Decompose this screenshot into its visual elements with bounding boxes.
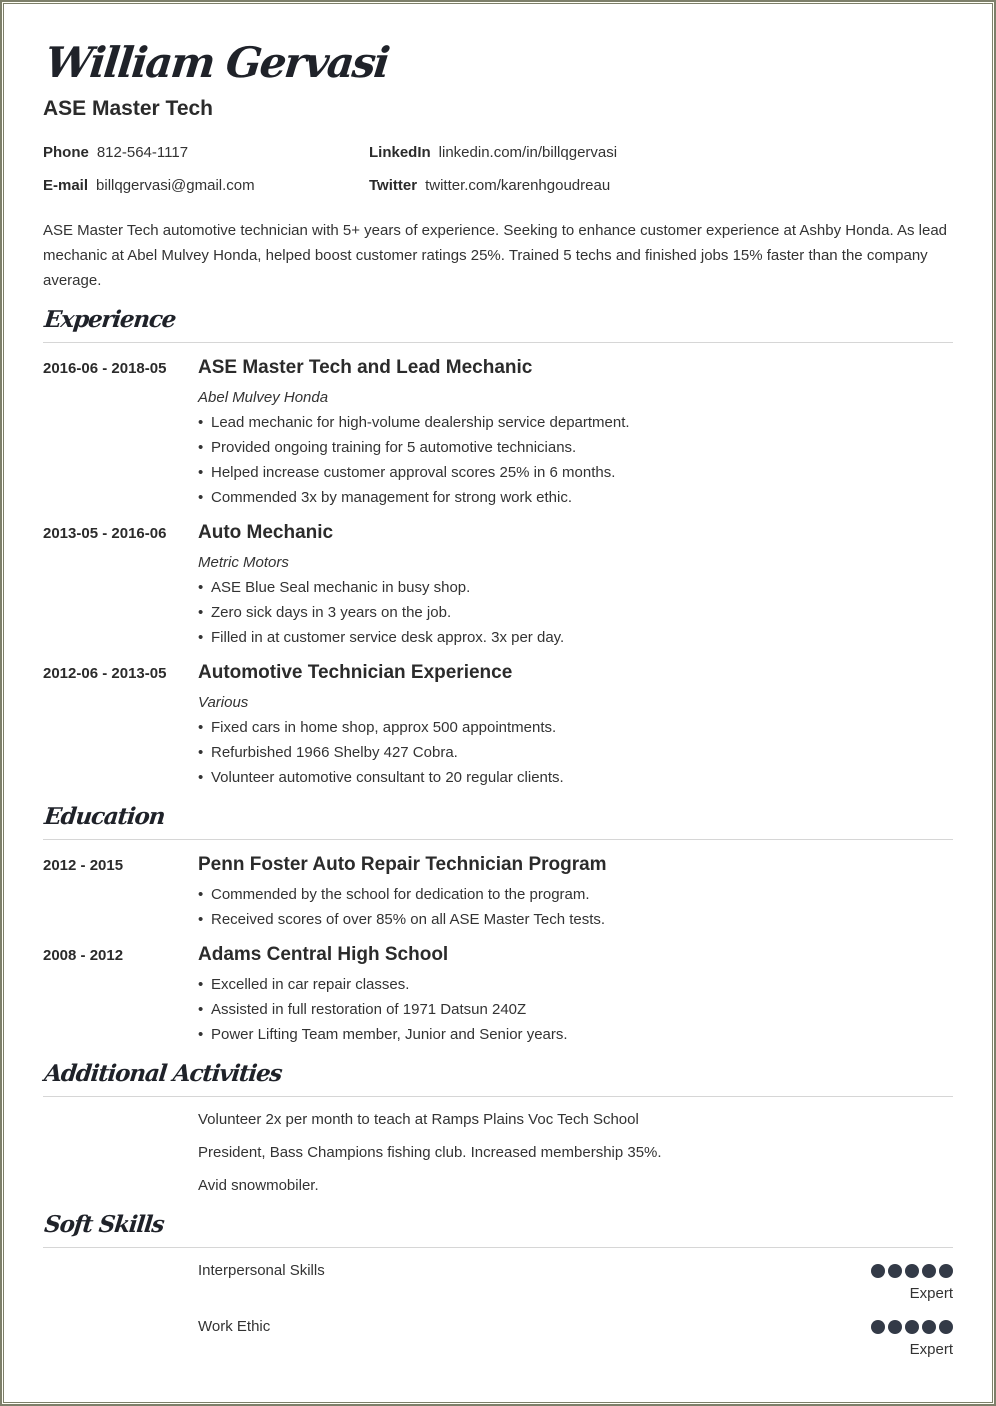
bullet-icon: • [198, 886, 204, 903]
job-3-org: Various [198, 694, 249, 711]
section-activities-heading [43, 1060, 953, 1097]
contact-email [43, 177, 255, 194]
rating-dot-icon [871, 1320, 885, 1334]
rating-dot-icon [922, 1264, 936, 1278]
section-education-heading [43, 803, 953, 840]
bullet-icon: • [198, 1026, 204, 1043]
edu-1-bullet: • Received scores of over 85% on all ASE Master Tech tests. [198, 911, 606, 928]
rating-dot-icon [922, 1320, 936, 1334]
section-experience-heading [43, 306, 953, 343]
job-1-org: Abel Mulvey Honda [198, 389, 329, 406]
section-experience-title: Experience [43, 306, 177, 333]
job-2-dates: 2013-05 - 2016-06 [43, 525, 167, 542]
contact-phone [43, 144, 188, 161]
skill-1-name: Interpersonal Skills [198, 1262, 325, 1279]
job-3-dates: 2012-06 - 2013-05 [43, 665, 167, 682]
bullet-icon: • [198, 911, 204, 928]
candidate-name: William Gervasi [43, 38, 391, 87]
activity-item: President, Bass Champions fishing club. Increased membership 35%. [198, 1144, 662, 1161]
bullet-icon: • [198, 439, 204, 456]
rating-dot-icon [905, 1264, 919, 1278]
skill-1-rating [871, 1264, 953, 1278]
contact-linkedin-label: LinkedIn [369, 144, 431, 161]
activity-item: Volunteer 2x per month to teach at Ramps Plains Voc Tech School [198, 1111, 639, 1128]
section-activities-title: Additional Activities [43, 1060, 283, 1087]
job-3-bullet: • Refurbished 1966 Shelby 427 Cobra. [198, 744, 458, 761]
edu-2-bullet: • Power Lifting Team member, Junior and Senior years. [198, 1026, 568, 1043]
contact-twitter [369, 177, 610, 194]
edu-1-dates: 2012 - 2015 [43, 857, 124, 874]
bullet-icon: • [198, 744, 204, 761]
job-2-bullet: • Filled in at customer service desk approx. 3x per day. [198, 629, 565, 646]
skill-2-name: Work Ethic [198, 1318, 271, 1335]
job-2-org: Metric Motors [198, 554, 289, 571]
bullet-icon: • [198, 579, 204, 596]
job-1-bullet: • Helped increase customer approval scores 25% in 6 months. [198, 464, 616, 481]
rating-dot-icon [939, 1320, 953, 1334]
job-3-role: Automotive Technician Experience [198, 662, 513, 683]
job-2-bullet: • ASE Blue Seal mechanic in busy shop. [198, 579, 471, 596]
bullet-icon: • [198, 1001, 204, 1018]
contact-linkedin [369, 144, 617, 161]
bullet-icon: • [198, 489, 204, 506]
job-1-bullet: • Provided ongoing training for 5 automotive technicians. [198, 439, 577, 456]
bullet-icon: • [198, 414, 204, 431]
activity-item: Avid snowmobiler. [198, 1177, 319, 1194]
bullet-icon: • [198, 719, 204, 736]
bullet-icon: • [198, 769, 204, 786]
section-skills-title: Soft Skills [43, 1211, 165, 1238]
rating-dot-icon [939, 1264, 953, 1278]
bullet-icon: • [198, 464, 204, 481]
job-1-role: ASE Master Tech and Lead Mechanic [198, 357, 533, 378]
contact-email-value[interactable]: billqgervasi@gmail.com [96, 177, 255, 194]
page-frame-inner [3, 3, 993, 1403]
contact-email-label: E-mail [43, 177, 89, 194]
summary-paragraph: ASE Master Tech automotive technician with 5+ years of experience. Seeking to enhance customer experience at Ashby Honda. As lead mechanic at Abel Mulvey Honda, helped boost customer ratings 25%. Trained 5 techs and finished jobs 15% faster than the company average. [43, 222, 947, 289]
contact-linkedin-value[interactable]: linkedin.com/in/billqgervasi [438, 144, 618, 161]
job-3-bullet: • Volunteer automotive consultant to 20 regular clients. [198, 769, 564, 786]
bullet-icon: • [198, 976, 204, 993]
bullet-icon: • [198, 629, 204, 646]
bullet-icon: • [198, 604, 204, 621]
job-2-role: Auto Mechanic [198, 522, 334, 543]
section-education-title: Education [43, 803, 166, 830]
job-1-dates: 2016-06 - 2018-05 [43, 360, 167, 377]
edu-1-bullet: • Commended by the school for dedication to the program. [198, 886, 590, 903]
contact-twitter-value[interactable]: twitter.com/karenhgoudreau [425, 177, 611, 194]
job-1-bullet: • Lead mechanic for high-volume dealership service department. [198, 414, 630, 431]
contact-phone-value: 812-564-1117 [96, 144, 189, 161]
rating-dot-icon [871, 1264, 885, 1278]
rating-dot-icon [888, 1320, 902, 1334]
section-skills-heading [43, 1211, 953, 1248]
rating-dot-icon [905, 1320, 919, 1334]
skill-2-level: Expert [909, 1341, 953, 1358]
contact-phone-label: Phone [43, 144, 89, 161]
candidate-title: ASE Master Tech [43, 97, 213, 120]
edu-2-bullet: • Assisted in full restoration of 1971 Datsun 240Z [198, 1001, 527, 1018]
job-3-bullet: • Fixed cars in home shop, approx 500 appointments. [198, 719, 557, 736]
rating-dot-icon [888, 1264, 902, 1278]
edu-2-dates: 2008 - 2012 [43, 947, 124, 964]
skill-1-level: Expert [909, 1285, 953, 1302]
contact-twitter-label: Twitter [369, 177, 418, 194]
edu-1-school: Penn Foster Auto Repair Technician Program [198, 854, 607, 875]
edu-2-bullet: • Excelled in car repair classes. [198, 976, 410, 993]
job-2-bullet: • Zero sick days in 3 years on the job. [198, 604, 452, 621]
skill-2-rating [871, 1320, 953, 1334]
edu-2-school: Adams Central High School [198, 944, 449, 965]
job-1-bullet: • Commended 3x by management for strong work ethic. [198, 489, 573, 506]
